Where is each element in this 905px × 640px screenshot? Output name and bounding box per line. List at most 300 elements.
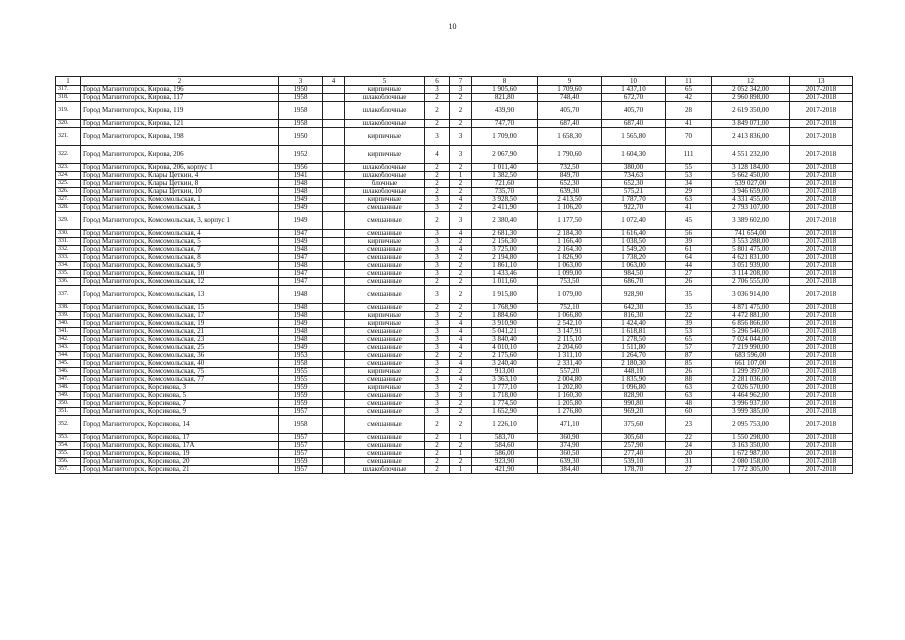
entrances-cell: 2 xyxy=(450,416,472,434)
area-3-cell: 1 565,80 xyxy=(602,128,666,146)
area-2-cell: 748,40 xyxy=(538,94,602,102)
wall-material-cell: смешанные xyxy=(345,230,425,238)
total-area-cell: 2 411,90 xyxy=(472,204,538,212)
repair-period-cell: 2017-2018 xyxy=(790,120,853,128)
area-2-cell: 2 413,50 xyxy=(538,196,602,204)
residents-cell: 24 xyxy=(666,442,712,450)
entrances-cell: 4 xyxy=(450,328,472,336)
area-3-cell: 2 180,30 xyxy=(602,360,666,368)
floors-cell: 3 xyxy=(425,400,450,408)
year-built-cell: 1948 xyxy=(279,328,323,336)
total-area-cell: 5 041,21 xyxy=(472,328,538,336)
entrances-cell: 2 xyxy=(450,102,472,120)
wall-material-cell: смешанные xyxy=(345,270,425,278)
area-3-cell: 734,63 xyxy=(602,172,666,180)
area-3-cell: 539,10 xyxy=(602,458,666,466)
table-row xyxy=(56,204,853,212)
entrances-cell: 2 xyxy=(450,442,472,450)
floors-cell: 2 xyxy=(425,120,450,128)
column-4-cell xyxy=(323,254,345,262)
total-area-cell: 3 840,40 xyxy=(472,336,538,344)
repair-period-cell: 2017-2018 xyxy=(790,238,853,246)
row-number-cell: 350. xyxy=(56,400,81,408)
year-built-cell: 1949 xyxy=(279,204,323,212)
repair-period-cell: 2017-2018 xyxy=(790,246,853,254)
column-4-cell xyxy=(323,86,345,94)
area-3-cell: 1 616,40 xyxy=(602,230,666,238)
table-row xyxy=(56,230,853,238)
entrances-cell: 2 xyxy=(450,204,472,212)
repair-cost-cell: 2 960 898,00 xyxy=(712,94,790,102)
total-area-cell: 1 774,50 xyxy=(472,400,538,408)
repair-period-cell: 2017-2018 xyxy=(790,434,853,442)
wall-material-cell: кирпичные xyxy=(345,384,425,392)
row-number-cell: 327. xyxy=(56,196,81,204)
total-area-cell: 913,00 xyxy=(472,368,538,376)
repair-cost-cell: 3 946 659,00 xyxy=(712,188,790,196)
repair-period-cell: 2017-2018 xyxy=(790,86,853,94)
column-4-cell xyxy=(323,204,345,212)
address-cell: Город Магнитогорск, Комсомольская, 3, корпус 1 xyxy=(81,212,279,230)
area-2-cell: 652,30 xyxy=(538,180,602,188)
header-cell: 9 xyxy=(538,77,602,86)
year-built-cell: 1948 xyxy=(279,246,323,254)
floors-cell: 2 xyxy=(425,434,450,442)
year-built-cell: 1957 xyxy=(279,450,323,458)
wall-material-cell: смешанные xyxy=(345,408,425,416)
total-area-cell: 2 156,30 xyxy=(472,238,538,246)
area-3-cell: 1 038,50 xyxy=(602,238,666,246)
total-area-cell: 1 709,00 xyxy=(472,128,538,146)
residents-cell: 35 xyxy=(666,286,712,304)
repair-period-cell: 2017-2018 xyxy=(790,352,853,360)
area-2-cell: 752,10 xyxy=(538,304,602,312)
column-4-cell xyxy=(323,458,345,466)
year-built-cell: 1947 xyxy=(279,278,323,286)
area-2-cell: 639,30 xyxy=(538,458,602,466)
wall-material-cell: шлакоблочные xyxy=(345,94,425,102)
address-cell: Город Магнитогорск, Корсикова, 3 xyxy=(81,384,279,392)
table-row xyxy=(56,304,853,312)
header-cell: 4 xyxy=(323,77,345,86)
year-built-cell: 1948 xyxy=(279,286,323,304)
residents-cell: 88 xyxy=(666,376,712,384)
row-number-cell: 333. xyxy=(56,254,81,262)
wall-material-cell: кирпичные xyxy=(345,196,425,204)
repair-period-cell: 2017-2018 xyxy=(790,212,853,230)
area-2-cell: 1 166,40 xyxy=(538,238,602,246)
table-row xyxy=(56,94,853,102)
area-3-cell: 1 096,80 xyxy=(602,384,666,392)
total-area-cell: 3 910,90 xyxy=(472,320,538,328)
total-area-cell: 923,90 xyxy=(472,458,538,466)
row-number-cell: 318. xyxy=(56,94,81,102)
table-row xyxy=(56,172,853,180)
column-4-cell xyxy=(323,120,345,128)
area-2-cell: 405,70 xyxy=(538,102,602,120)
year-built-cell: 1958 xyxy=(279,120,323,128)
year-built-cell: 1949 xyxy=(279,344,323,352)
header-cell: 1 xyxy=(56,77,81,86)
area-3-cell: 1 424,40 xyxy=(602,320,666,328)
repair-cost-cell: 7 024 044,00 xyxy=(712,336,790,344)
column-4-cell xyxy=(323,238,345,246)
repair-period-cell: 2017-2018 xyxy=(790,466,853,474)
area-2-cell: 374,90 xyxy=(538,442,602,450)
area-3-cell: 1 618,81 xyxy=(602,328,666,336)
area-2-cell: 2 184,30 xyxy=(538,230,602,238)
total-area-cell: 583,70 xyxy=(472,434,538,442)
column-4-cell xyxy=(323,328,345,336)
wall-material-cell: кирпичные xyxy=(345,128,425,146)
entrances-cell: 4 xyxy=(450,376,472,384)
repair-period-cell: 2017-2018 xyxy=(790,392,853,400)
area-2-cell: 753,50 xyxy=(538,278,602,286)
area-3-cell: 1 835,90 xyxy=(602,376,666,384)
repair-cost-cell: 5 801 475,00 xyxy=(712,246,790,254)
total-area-cell: 2 380,40 xyxy=(472,212,538,230)
area-3-cell: 642,30 xyxy=(602,304,666,312)
area-2-cell: 3 147,91 xyxy=(538,328,602,336)
address-cell: Город Магнитогорск, Кирова, 119 xyxy=(81,102,279,120)
entrances-cell: 1 xyxy=(450,466,472,474)
address-cell: Город Магнитогорск, Кирова, 206, корпус 1 xyxy=(81,164,279,172)
header-cell: 8 xyxy=(472,77,538,86)
wall-material-cell: смешанные xyxy=(345,392,425,400)
year-built-cell: 1958 xyxy=(279,102,323,120)
residents-cell: 65 xyxy=(666,86,712,94)
wall-material-cell: кирпичные xyxy=(345,146,425,164)
column-4-cell xyxy=(323,146,345,164)
repair-cost-cell: 4 621 831,00 xyxy=(712,254,790,262)
residents-cell: 41 xyxy=(666,204,712,212)
area-2-cell: 1 160,30 xyxy=(538,392,602,400)
total-area-cell: 735,70 xyxy=(472,188,538,196)
repair-cost-cell: 5 662 450,00 xyxy=(712,172,790,180)
row-number-cell: 320. xyxy=(56,120,81,128)
area-2-cell: 1 177,50 xyxy=(538,212,602,230)
column-number-header-row xyxy=(56,77,853,86)
column-4-cell xyxy=(323,312,345,320)
header-cell: 11 xyxy=(666,77,712,86)
column-4-cell xyxy=(323,128,345,146)
column-4-cell xyxy=(323,304,345,312)
wall-material-cell: смешанные xyxy=(345,344,425,352)
address-cell: Город Магнитогорск, Комсомольская, 1 xyxy=(81,196,279,204)
repair-period-cell: 2017-2018 xyxy=(790,146,853,164)
row-number-cell: 328. xyxy=(56,204,81,212)
residents-cell: 26 xyxy=(666,278,712,286)
entrances-cell: 2 xyxy=(450,262,472,270)
residents-cell: 111 xyxy=(666,146,712,164)
row-number-cell: 330. xyxy=(56,230,81,238)
table-row xyxy=(56,384,853,392)
area-3-cell: 405,70 xyxy=(602,102,666,120)
repair-period-cell: 2017-2018 xyxy=(790,416,853,434)
year-built-cell: 1957 xyxy=(279,466,323,474)
residents-cell: 70 xyxy=(666,128,712,146)
address-cell: Город Магнитогорск, Корсикова, 20 xyxy=(81,458,279,466)
total-area-cell: 821,80 xyxy=(472,94,538,102)
year-built-cell: 1947 xyxy=(279,270,323,278)
area-3-cell: 686,70 xyxy=(602,278,666,286)
floors-cell: 3 xyxy=(425,392,450,400)
floors-cell: 2 xyxy=(425,188,450,196)
residents-cell: 44 xyxy=(666,262,712,270)
area-3-cell: 1 278,50 xyxy=(602,336,666,344)
year-built-cell: 1957 xyxy=(279,434,323,442)
repair-period-cell: 2017-2018 xyxy=(790,180,853,188)
repair-cost-cell: 661 107,00 xyxy=(712,360,790,368)
area-2-cell: 1 790,60 xyxy=(538,146,602,164)
repair-period-cell: 2017-2018 xyxy=(790,336,853,344)
area-2-cell: 2 331,40 xyxy=(538,360,602,368)
address-cell: Город Магнитогорск, Комсомольская, 3 xyxy=(81,204,279,212)
table-row xyxy=(56,128,853,146)
repair-cost-cell: 539 027,00 xyxy=(712,180,790,188)
column-4-cell xyxy=(323,344,345,352)
repair-cost-cell: 4 331 455,00 xyxy=(712,196,790,204)
residents-cell: 34 xyxy=(666,180,712,188)
year-built-cell: 1948 xyxy=(279,336,323,344)
floors-cell: 3 xyxy=(425,376,450,384)
total-area-cell: 2 067,90 xyxy=(472,146,538,164)
header-cell: 6 xyxy=(425,77,450,86)
column-4-cell xyxy=(323,360,345,368)
wall-material-cell: шлакоблочные xyxy=(345,164,425,172)
area-2-cell: 2 542,10 xyxy=(538,320,602,328)
floors-cell: 2 xyxy=(425,466,450,474)
floors-cell: 3 xyxy=(425,196,450,204)
address-cell: Город Магнитогорск, Корсикова, 17 xyxy=(81,434,279,442)
column-4-cell xyxy=(323,164,345,172)
row-number-cell: 344. xyxy=(56,352,81,360)
floors-cell: 3 xyxy=(425,238,450,246)
address-cell: Город Магнитогорск, Кирова, 121 xyxy=(81,120,279,128)
residents-cell: 53 xyxy=(666,172,712,180)
row-number-cell: 331. xyxy=(56,238,81,246)
address-cell: Город Магнитогорск, Комсомольская, 77 xyxy=(81,376,279,384)
wall-material-cell: кирпичные xyxy=(345,238,425,246)
row-number-cell: 335. xyxy=(56,270,81,278)
year-built-cell: 1941 xyxy=(279,172,323,180)
page-number: 10 xyxy=(448,22,457,31)
table-row xyxy=(56,376,853,384)
column-4-cell xyxy=(323,212,345,230)
residents-cell: 56 xyxy=(666,230,712,238)
table-row xyxy=(56,246,853,254)
row-number-cell: 319. xyxy=(56,102,81,120)
row-number-cell: 345. xyxy=(56,360,81,368)
residents-cell: 48 xyxy=(666,400,712,408)
repair-cost-cell: 2 793 107,00 xyxy=(712,204,790,212)
area-3-cell: 277,40 xyxy=(602,450,666,458)
row-number-cell: 323. xyxy=(56,164,81,172)
wall-material-cell: шлакоблочные xyxy=(345,120,425,128)
residents-cell: 31 xyxy=(666,458,712,466)
wall-material-cell: кирпичные xyxy=(345,368,425,376)
total-area-cell: 2 681,30 xyxy=(472,230,538,238)
row-number-cell: 352. xyxy=(56,416,81,434)
wall-material-cell: шлакоблочные xyxy=(345,102,425,120)
wall-material-cell: кирпичные xyxy=(345,320,425,328)
residents-cell: 27 xyxy=(666,270,712,278)
repair-cost-cell: 4 464 962,00 xyxy=(712,392,790,400)
column-4-cell xyxy=(323,466,345,474)
area-3-cell: 984,50 xyxy=(602,270,666,278)
entrances-cell: 2 xyxy=(450,400,472,408)
year-built-cell: 1948 xyxy=(279,262,323,270)
area-2-cell: 2 004,80 xyxy=(538,376,602,384)
year-built-cell: 1949 xyxy=(279,238,323,246)
row-number-cell: 356. xyxy=(56,458,81,466)
repair-period-cell: 2017-2018 xyxy=(790,278,853,286)
repair-cost-cell: 2 052 342,00 xyxy=(712,86,790,94)
total-area-cell: 4 010,10 xyxy=(472,344,538,352)
entrances-cell: 2 xyxy=(450,368,472,376)
year-built-cell: 1955 xyxy=(279,368,323,376)
row-number-cell: 341. xyxy=(56,328,81,336)
table-row xyxy=(56,286,853,304)
total-area-cell: 1 718,00 xyxy=(472,392,538,400)
table-row xyxy=(56,86,853,94)
year-built-cell: 1959 xyxy=(279,458,323,466)
table-row xyxy=(56,212,853,230)
area-3-cell: 1 738,20 xyxy=(602,254,666,262)
repair-period-cell: 2017-2018 xyxy=(790,344,853,352)
year-built-cell: 1958 xyxy=(279,360,323,368)
repair-cost-cell: 2 026 570,00 xyxy=(712,384,790,392)
repair-period-cell: 2017-2018 xyxy=(790,164,853,172)
wall-material-cell: смешанные xyxy=(345,246,425,254)
column-4-cell xyxy=(323,196,345,204)
entrances-cell: 2 xyxy=(450,384,472,392)
repair-cost-cell: 5 296 546,00 xyxy=(712,328,790,336)
year-built-cell: 1948 xyxy=(279,180,323,188)
entrances-cell: 3 xyxy=(450,392,472,400)
residents-cell: 63 xyxy=(666,384,712,392)
area-2-cell: 732,50 xyxy=(538,164,602,172)
residents-cell: 42 xyxy=(666,94,712,102)
address-cell: Город Магнитогорск, Комсомольская, 21 xyxy=(81,328,279,336)
table-row xyxy=(56,146,853,164)
row-number-cell: 339. xyxy=(56,312,81,320)
floors-cell: 3 xyxy=(425,408,450,416)
entrances-cell: 3 xyxy=(450,86,472,94)
area-2-cell: 1 099,00 xyxy=(538,270,602,278)
table-row xyxy=(56,392,853,400)
row-number-cell: 317. xyxy=(56,86,81,94)
residents-cell: 41 xyxy=(666,120,712,128)
entrances-cell: 1 xyxy=(450,172,472,180)
wall-material-cell: смешанные xyxy=(345,434,425,442)
year-built-cell: 1952 xyxy=(279,146,323,164)
floors-cell: 2 xyxy=(425,450,450,458)
column-4-cell xyxy=(323,434,345,442)
table-row xyxy=(56,450,853,458)
repair-period-cell: 2017-2018 xyxy=(790,312,853,320)
repair-cost-cell: 4 871 475,00 xyxy=(712,304,790,312)
area-3-cell: 928,90 xyxy=(602,286,666,304)
address-cell: Город Магнитогорск, Комсомольская, 7 xyxy=(81,246,279,254)
row-number-cell: 340. xyxy=(56,320,81,328)
row-number-cell: 349. xyxy=(56,392,81,400)
entrances-cell: 2 xyxy=(450,94,472,102)
floors-cell: 2 xyxy=(425,212,450,230)
address-cell: Город Магнитогорск, Корсикова, 21 xyxy=(81,466,279,474)
column-4-cell xyxy=(323,278,345,286)
residents-cell: 55 xyxy=(666,164,712,172)
address-cell: Город Магнитогорск, Кирова, 198 xyxy=(81,128,279,146)
floors-cell: 3 xyxy=(425,86,450,94)
repair-period-cell: 2017-2018 xyxy=(790,262,853,270)
table-row xyxy=(56,328,853,336)
total-area-cell: 1 915,80 xyxy=(472,286,538,304)
floors-cell: 3 xyxy=(425,320,450,328)
year-built-cell: 1956 xyxy=(279,164,323,172)
entrances-cell: 2 xyxy=(450,458,472,466)
repair-period-cell: 2017-2018 xyxy=(790,286,853,304)
total-area-cell: 721,60 xyxy=(472,180,538,188)
wall-material-cell: смешанные xyxy=(345,262,425,270)
entrances-cell: 4 xyxy=(450,196,472,204)
header-cell: 3 xyxy=(279,77,323,86)
floors-cell: 2 xyxy=(425,442,450,450)
area-2-cell: 1 066,80 xyxy=(538,312,602,320)
repair-period-cell: 2017-2018 xyxy=(790,442,853,450)
wall-material-cell: шлакоблочные xyxy=(345,188,425,196)
residents-cell: 27 xyxy=(666,466,712,474)
total-area-cell: 2 175,60 xyxy=(472,352,538,360)
residents-cell: 60 xyxy=(666,408,712,416)
address-cell: Город Магнитогорск, Комсомольская, 25 xyxy=(81,344,279,352)
repair-period-cell: 2017-2018 xyxy=(790,270,853,278)
area-3-cell: 1 604,30 xyxy=(602,146,666,164)
total-area-cell: 1 011,40 xyxy=(472,164,538,172)
total-area-cell: 1 011,60 xyxy=(472,278,538,286)
residents-cell: 61 xyxy=(666,246,712,254)
address-cell: Город Магнитогорск, Комсомольская, 12 xyxy=(81,278,279,286)
year-built-cell: 1959 xyxy=(279,400,323,408)
address-cell: Город Магнитогорск, Комсомольская, 4 xyxy=(81,230,279,238)
residents-cell: 20 xyxy=(666,450,712,458)
repair-period-cell: 2017-2018 xyxy=(790,360,853,368)
residents-cell: 63 xyxy=(666,392,712,400)
area-3-cell: 969,20 xyxy=(602,408,666,416)
header-cell: 12 xyxy=(712,77,790,86)
row-number-cell: 353. xyxy=(56,434,81,442)
table-row xyxy=(56,278,853,286)
column-4-cell xyxy=(323,320,345,328)
total-area-cell: 1 861,10 xyxy=(472,262,538,270)
year-built-cell: 1959 xyxy=(279,392,323,400)
wall-material-cell: кирпичные xyxy=(345,86,425,94)
table-row xyxy=(56,196,853,204)
year-built-cell: 1949 xyxy=(279,196,323,204)
row-number-cell: 324. xyxy=(56,172,81,180)
header-cell: 7 xyxy=(450,77,472,86)
area-2-cell: 1 202,80 xyxy=(538,384,602,392)
repair-period-cell: 2017-2018 xyxy=(790,188,853,196)
total-area-cell: 1 652,90 xyxy=(472,408,538,416)
area-2-cell: 1 205,80 xyxy=(538,400,602,408)
row-number-cell: 332. xyxy=(56,246,81,254)
table-row xyxy=(56,466,853,474)
entrances-cell: 2 xyxy=(450,254,472,262)
table-row xyxy=(56,336,853,344)
area-3-cell: 922,70 xyxy=(602,204,666,212)
column-4-cell xyxy=(323,270,345,278)
